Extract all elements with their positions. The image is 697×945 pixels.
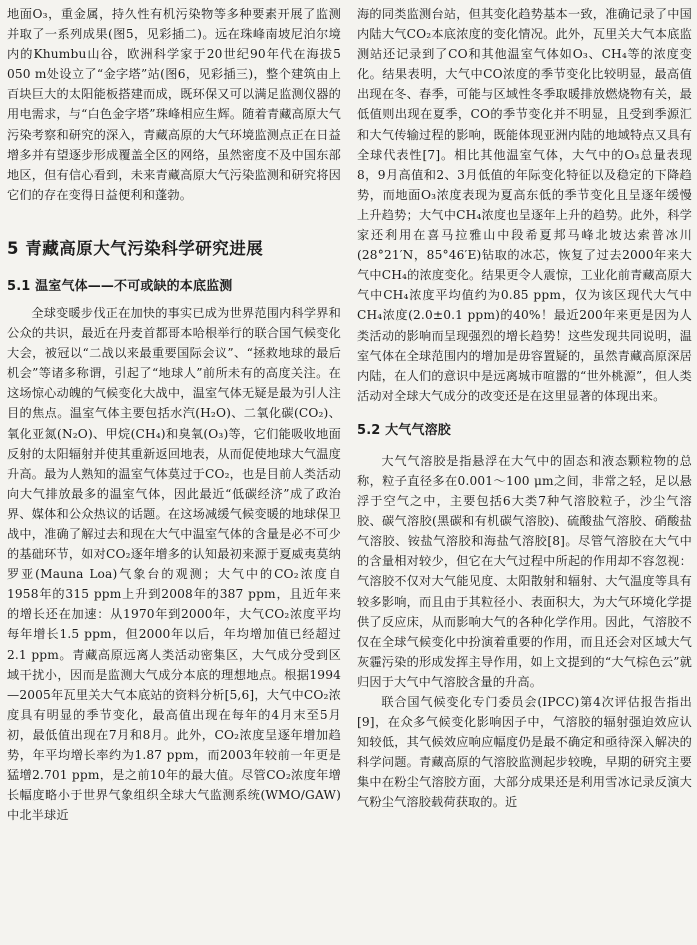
intro-paragraph: 地面O₃，重金属，持久性有机污染物等多种要素开展了监测并取了一系列成果(图5，见彩插二)。远在珠峰南坡尼泊尔境内的Khumbu山谷，欧洲科学家于20世纪90年代在海拔5 050 m处设立了“金字塔”站(图6，见彩插三)，整个建筑由上百块巨大的太阳能板搭建而成，既环保又可以满足监测仪器的用电需求，与“白色金字塔”珠峰相应生辉。随着青藏高原大气污染考察和研究的深入，青藏高原的大气环境监测点正在日益增多并有望逐步形成覆盖全区的网络，虽然密度不及中国东部地区，但有信心看到，未来青藏高原大气污染监测和研究将因它们的存在变得日益便利和蓬勃。 (7, 7, 341, 202)
section-title: 5 青藏高原大气污染科学研究进展 (7, 238, 264, 258)
aerosol-paragraph-2: 联合国气候变化专门委员会(IPCC)第4次评估报告指出[9]，在众多气候变化影响因子中，气溶胶的辐射强迫效应认知较低，其气候效应响应幅度仍是最不确定和亟待深入解决的科学问题。青藏高原的气溶胶监测起步较晚，早期的研究主要集中在粉尘气溶胶方面，大部分成果还是利用雪冰记录反演大气粉尘气溶胶载荷获取的。近 (357, 695, 692, 810)
subsection-title-5-1: 5.1 温室气体——不可或缺的本底监测 (7, 278, 233, 294)
aerosol-paragraph-1: 大气气溶胶是指悬浮在大气中的固态和液态颗粒物的总称，粒子直径多在0.001～100 μm之间，非常之轻，足以悬浮于空气之中，主要包括6大类7种气溶胶粒子，沙尘气溶胶、碳气溶胶(黑碳和有机碳气溶胶)、硫酸盐气溶胶、硝酸盐气溶胶、铵盐气溶胶和海盐气溶胶[8]。尽管气溶胶在大气中的含量相对较少，但它在大气过程中所起的作用却不容忽视：气溶胶不仅对大气能见度、太阳散射和辐射、大气温度等具有较多影响，而且由于其粒径小、表面积大，为大气环境化学提供了反应床，从而影响大气的各种化学作用。因此，气溶胶不仅在全球气候变化中扮演着重要的作用，而且还会对区域大气灰霾污染的形成发挥主导作用，如上文提到的“大气棕色云”就归因于大气中气溶胶含量的升高。 (357, 453, 692, 689)
right-column (357, 4, 692, 813)
left-column (7, 4, 341, 825)
continuation-paragraph: 海的同类监测台站，但其变化趋势基本一致，准确记录了中国内陆大气CO₂本底浓度的变化情况。此外，瓦里关大气本底监测站还记录到了CO和其他温室气体如O₃、CH₄等的浓度变化。结果表明，大气中CO浓度的季节变化比较明显，最高值出现在冬、春季，可能与区域性冬季取暖排放燃烧物有关，最低值则出现在夏季，CO的季节变化并不明显，且受到季源汇和大气传输过程的影响，既能体现亚洲内陆的地域特点又具有全球代表性[7]。相比其他温室气体，大气中的O₃总量表现8，9月高值和2、3月低值的年际变化特征以及稳定的下降趋势，而地面O₃浓度表现为夏高东低的季节变化且呈逐年缓慢上升趋势；大气中CH₄浓度也呈逐年上升的趋势。此外，科学家还利用在喜马拉雅山中段希夏邦马峰北坡达索普冰川(28°21′N，85°46′E)钻取的冰芯，恢复了过去2000年来大气中CH₄的浓度变化。结果更令人震惊，工业化前青藏高原大气中CH₄浓度平均值约为0.85 ppm，仅为该区现代大气中CH₄浓度(2.0±0.1 ppm)的40%！最近200年来更是因为人类活动的影响而呈现强烈的增长趋势！这些发现共同说明，温室气体在全球范围内的增加是毋容置疑的，虽然青藏高原深居内陆，在人们的意识中是远离城市喧嚣的“世外桃源”，但人类活动对全球大气成分的改变还是在这里显著的体现出来。 (357, 7, 692, 403)
subsection-title-5-2: 5.2 大气气溶胶 (357, 422, 451, 438)
body-paragraph: 全球变暖步伐正在加快的事实已成为世界范围内科学界和公众的共识，最近在丹麦首都哥本哈根举行的联合国气候变化大会，被冠以“二战以来最重要国际会议”、“拯救地球的最后机会”等诸多称谓，引起了“地球人”前所未有的高度关注。在这场惊心动魄的气候变化大战中，温室气体无疑是最为引人注目的焦点。温室气体主要包括水汽(H₂O)、二氧化碳(CO₂)、氧化亚氮(N₂O)、甲烷(CH₄)和臭氧(O₃)等，它们能吸收地面反射的太阳辐射并使其重新返回地表，从而促使地球大气温度升高。最为人熟知的温室气体莫过于CO₂，也是目前人类活动向大气排放最多的温室气体，因此最近“低碳经济”成了政治界、媒体和公众热议的话题。在这场减缓气候变暖的地球保卫战中，准确了解过去和现在大气中温室气体的含量是必不可少的基础环节，如对CO₂逐年增多的认知最初来源于夏威夷莫纳罗亚(Mauna Loa)气象台的观测；大气中的CO₂浓度自1958年的315 ppm上升到2008年的387 ppm，且近年来的增长还在加速：从1970年到2000年，大气CO₂浓度平均每年增长1.5 ppm，但2000年以后，年均增加值已经超过2.1 ppm。青藏高原远离人类活动密集区，大气成分受到区域干扰小，因而是监测大气成分本底的理想地点。根据1994—2005年瓦里关大气本底站的资料分析[5,6]，大气中CO₂浓度具有明显的季节变化，最高值出现在每年的4月末至5月初，最低值出现在7月和8月。此外，CO₂浓度呈逐年增加趋势，年平均增长率约为1.87 ppm，而2003年较前一年更是猛增2.701 ppm，是之前10年的最大值。尽管CO₂浓度年增长幅度略小于世界气象组织全球大气监测系统(WMO/GAW)中北半球近 (7, 305, 341, 823)
